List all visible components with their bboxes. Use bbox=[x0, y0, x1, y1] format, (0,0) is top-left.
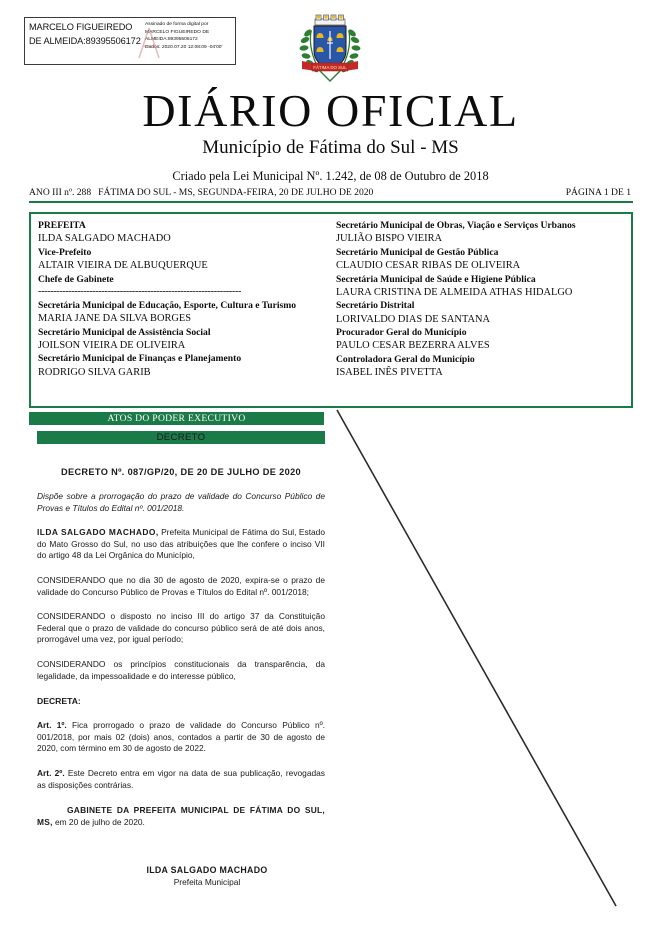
official-name: MARIA JANE DA SILVA BORGES bbox=[38, 313, 192, 324]
article-2-text: Este Decreto entra em vigor na data de sua publicação, revogadas as disposições contrárias. bbox=[37, 767, 325, 790]
officials-column-left bbox=[31, 214, 332, 406]
official-name: RODRIGO SILVA GARIB bbox=[38, 366, 151, 378]
signature-mark-icon bbox=[136, 26, 162, 60]
official-role: Secretária Municipal de Saúde e Higiene Pública bbox=[336, 273, 536, 285]
officials-box bbox=[29, 212, 633, 408]
official-name: LORIVALDO DIAS DE SANTANA bbox=[336, 313, 490, 325]
decree-considering-3: CONSIDERANDO os princípios constitucionais da transparência, da legalidade, da impessoalidade e do interesse público, bbox=[37, 658, 325, 681]
edition-bar bbox=[29, 186, 633, 199]
signature-detail-line-4: Dados: 2020.07.20 12:08:09 -04'00' bbox=[145, 44, 223, 50]
decree-article-1 bbox=[37, 720, 325, 755]
official-role: Controladora Geral do Município bbox=[336, 353, 475, 365]
decree-summary: Dispõe sobre a prorrogação do prazo de validade do Concurso Público de Provas e Títulos do Edital nº. 001/2018. bbox=[37, 491, 325, 513]
decree-considering-1: CONSIDERANDO que no dia 30 de agosto de 2020, expira-se o prazo de validade do Concurso Público de Provas e Títulos do Edital nº. 001/2018; bbox=[37, 574, 325, 597]
edition-year-issue: ANO III nº. 288 bbox=[29, 187, 92, 198]
official-role: Vice-Prefeito bbox=[38, 246, 92, 258]
decree-preamble-text: Prefeita Municipal de Fátima do Sul, Estado do Mato Grosso do Sul, no uso das atribuições que lhe confere o inciso VII do artigo 48 da Lei Orgânica do Município, bbox=[37, 527, 325, 561]
article-1-text: Fica prorrogado o prazo de validade do Concurso Público nº. 001/2018, por mais 02 (dois) anos, contados a partir de 30 de agosto de 2020, com término em 30 de agosto de 2022. bbox=[37, 720, 325, 754]
decree-title: DECRETO Nº. 087/GP/20, DE 20 DE JULHO DE 2020 bbox=[60, 467, 302, 477]
article-2-label: Art. 2º. bbox=[37, 767, 65, 778]
official-name: JOILSON VIEIRA DE OLIVEIRA bbox=[38, 339, 186, 351]
official-role: Procurador Geral do Município bbox=[336, 327, 467, 339]
signer-role: Prefeita Municipal bbox=[173, 877, 241, 888]
coat-of-arms-icon bbox=[298, 13, 362, 87]
edition-page-number: PÁGINA 1 DE 1 bbox=[565, 187, 631, 198]
decree-preamble-signer: ILDA SALGADO MACHADO, bbox=[37, 527, 159, 538]
section-banner-decree: DECRETO bbox=[37, 431, 325, 444]
signature-details bbox=[142, 18, 235, 64]
svg-text:FÁTIMA DO SUL: FÁTIMA DO SUL bbox=[313, 65, 347, 70]
signature-subject: MARCELO FIGUEIREDO DE ALMEIDA:89395506172 bbox=[29, 22, 141, 47]
article-1-label: Art. 1º. bbox=[37, 720, 67, 731]
cabinet-date: em 20 de julho de 2020. bbox=[52, 817, 145, 828]
official-role: PREFEITA bbox=[38, 220, 86, 231]
signer-name: ILDA SALGADO MACHADO bbox=[146, 865, 268, 876]
decree-signature-block bbox=[37, 864, 325, 888]
official-role: Secretário Municipal de Gestão Pública bbox=[336, 246, 499, 258]
edition-left-group bbox=[29, 186, 373, 199]
signature-detail-line-3: ALMEIDA:89395506172 bbox=[145, 37, 198, 43]
officials-dashed-divider: ------------------------------------------------------------------- bbox=[38, 285, 242, 297]
signature-detail-line-1: Assinado de forma digital por bbox=[145, 22, 209, 27]
digital-signature-stamp bbox=[24, 17, 236, 65]
masthead-subtitle: Município de Fátima do Sul - MS bbox=[202, 137, 459, 158]
decree-preamble bbox=[37, 527, 325, 562]
edition-divider-rule bbox=[29, 201, 633, 203]
official-name: PAULO CESAR BEZERRA ALVES bbox=[336, 340, 490, 352]
page-title: DIÁRIO OFICIAL bbox=[142, 85, 519, 136]
official-name: ALTAIR VIEIRA DE ALBUQUERQUE bbox=[38, 260, 208, 271]
official-name: ILDA SALGADO MACHADO bbox=[38, 233, 171, 245]
official-name: ISABEL INÊS PIVETTA bbox=[336, 367, 443, 379]
decree-cabinet-line bbox=[37, 804, 325, 828]
decree-body bbox=[37, 466, 325, 888]
masthead bbox=[0, 85, 661, 184]
decree-article-2 bbox=[37, 768, 325, 791]
official-role: Secretário Distrital bbox=[336, 300, 415, 312]
decree-considering-2: CONSIDERANDO o disposto no inciso III do artigo 37 da Constituição Federal que o prazo de validade do concurso público será de até dois anos, prorrogável uma vez, por igual período; bbox=[37, 611, 325, 645]
section-banner-executive-acts: ATOS DO PODER EXECUTIVO bbox=[29, 412, 324, 425]
edition-place-date: FÁTIMA DO SUL - MS, SEGUNDA-FEIRA, 20 DE JULHO DE 2020 bbox=[98, 187, 374, 198]
official-role: Secretário Municipal de Finanças e Planejamento bbox=[38, 353, 242, 365]
decree-enactment-keyword: DECRETA: bbox=[37, 696, 81, 707]
official-name: LAURA CRISTINA DE ALMEIDA ATHAS HIDALGO bbox=[336, 286, 573, 298]
official-role: Secretário Municipal de Assistência Social bbox=[38, 326, 211, 338]
officials-column-right bbox=[332, 214, 631, 406]
official-name: CLAUDIO CESAR RIBAS DE OLIVEIRA bbox=[336, 260, 521, 271]
official-name: JULIÃO BISPO VIEIRA bbox=[336, 233, 443, 245]
cabinet-location: GABINETE DA PREFEITA MUNICIPAL DE FÁTIMA DO SUL, MS, bbox=[37, 805, 325, 828]
official-role: Chefe de Gabinete bbox=[38, 273, 114, 285]
signature-detail-line-2: MARCELO FIGUEIREDO DE bbox=[145, 29, 210, 35]
official-role: Secretária Municipal de Educação, Esporte, Cultura e Turismo bbox=[38, 299, 297, 311]
official-role: Secretário Municipal de Obras, Viação e Serviços Urbanos bbox=[336, 220, 576, 231]
masthead-law-reference: Criado pela Lei Municipal Nº. 1.242, de 08 de Outubro de 2018 bbox=[172, 169, 489, 183]
